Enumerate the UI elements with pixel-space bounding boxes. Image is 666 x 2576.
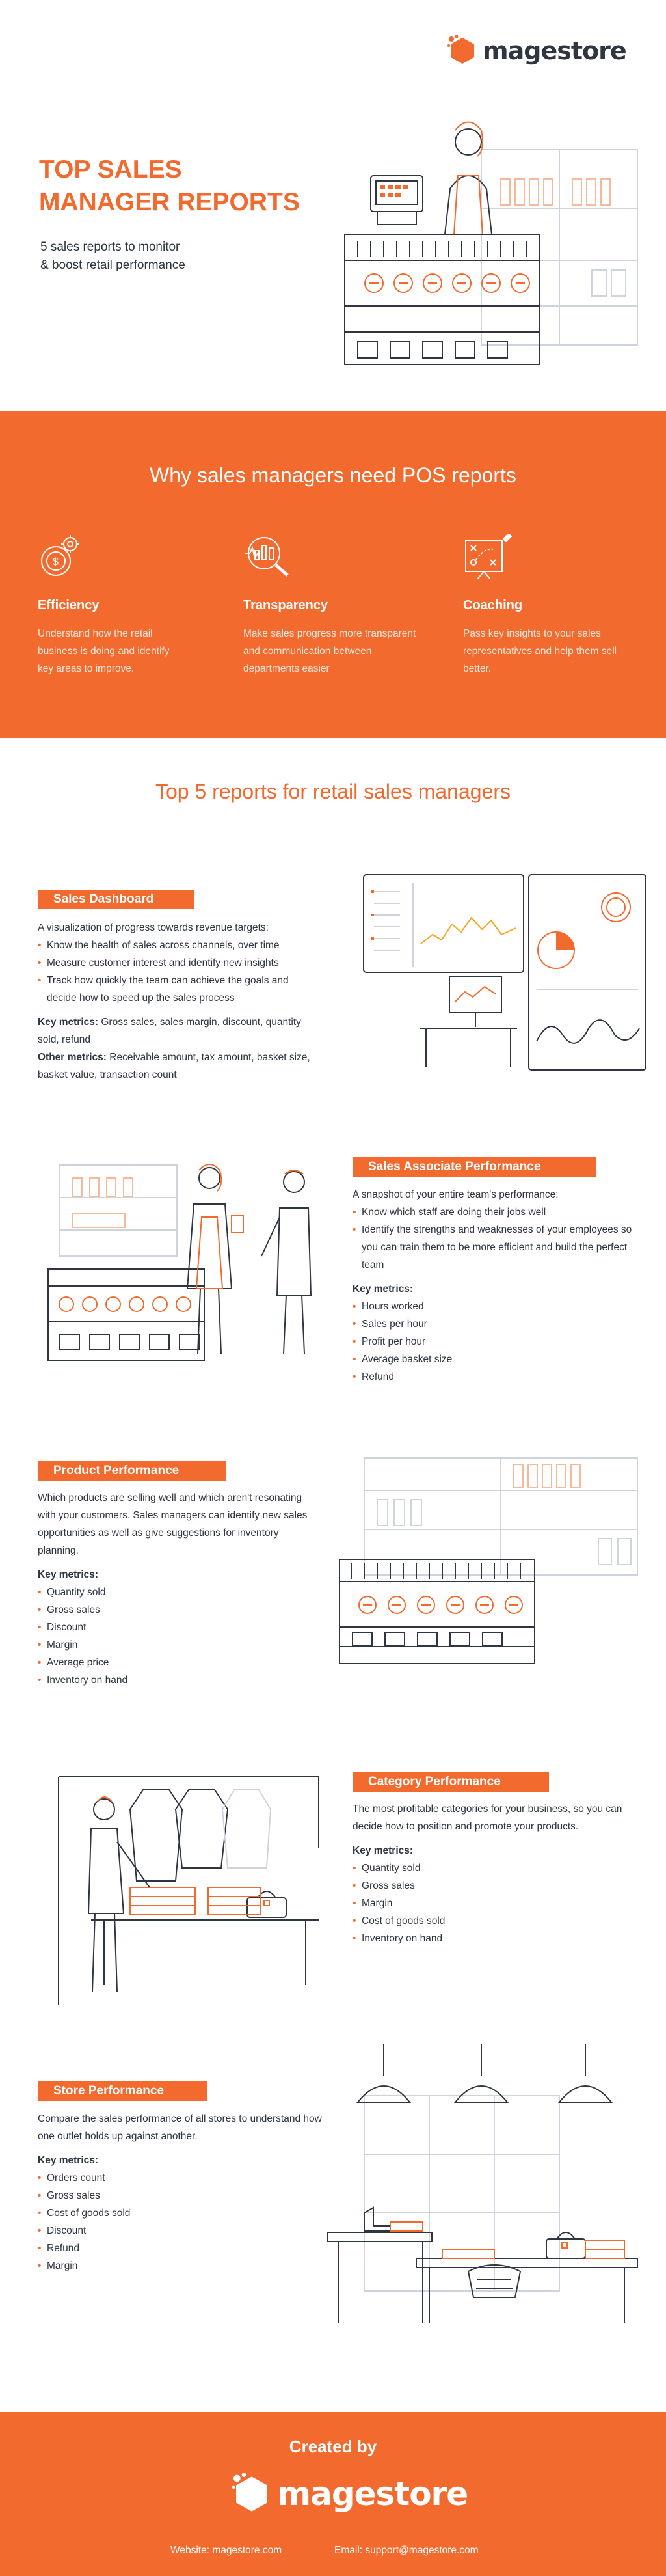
list-item: • Quantity sold — [353, 1859, 626, 1877]
associate-metrics — [353, 1298, 639, 1386]
list-item: • Margin — [38, 2257, 324, 2275]
footer-logo[interactable] — [232, 2473, 468, 2515]
why-section — [0, 411, 666, 738]
other-metrics-text: Receivable amount, tax amount, basket size, basket value, transaction count — [38, 1052, 310, 1080]
list-item: • Inventory on hand — [38, 1671, 311, 1689]
sales-associates-illustration — [47, 1158, 320, 1367]
report-body-sales-associate — [353, 1186, 639, 1386]
subtitle-line-2: & boost retail performance — [40, 258, 185, 272]
list-item: • Margin — [353, 1895, 626, 1912]
list-item: • Identify the strengths and weaknesses of your employees so you can train them to be more efficient and build the perfect team — [353, 1221, 639, 1274]
report-body-store — [38, 2110, 324, 2275]
why-item-transparency — [243, 534, 438, 678]
created-by-label: Created by — [289, 2437, 377, 2456]
report-body-category — [353, 1800, 626, 1947]
clothing-rack-illustration — [52, 1770, 325, 2018]
list-item: • Average basket size — [353, 1350, 639, 1368]
list-item: • Know the health of sales across channels, over time — [38, 937, 324, 954]
why-item-efficiency — [38, 534, 233, 678]
dashboard-other-metrics — [38, 1048, 324, 1084]
list-item: • Gross sales — [38, 2187, 324, 2204]
key-metrics-label: Key metrics: — [38, 1569, 99, 1580]
list-item: • Inventory on hand — [353, 1930, 626, 1947]
list-item: • Average price — [38, 1654, 311, 1671]
why-text-coaching: Pass key insights to your sales representatives and help them sell better. — [463, 628, 617, 674]
page-subtitle — [40, 238, 274, 275]
key-metrics-label: Key metrics: — [353, 1283, 414, 1295]
dashboard-intro: A visualization of progress towards revenue targets: — [38, 922, 269, 933]
list-item: • Hours worked — [353, 1298, 639, 1315]
category-intro: The most profitable categories for your business, so you can decide how to position and promote your products. — [353, 1803, 622, 1832]
list-item: • Discount — [38, 2222, 324, 2240]
magestore-logo-icon — [232, 2473, 272, 2515]
list-item: • Discount — [38, 1619, 311, 1636]
dashboard-bullets — [38, 937, 324, 1007]
footer-website[interactable]: Website: magestore.com — [170, 2545, 282, 2556]
list-item: • Cost of goods sold — [353, 1912, 626, 1930]
store-intro: Compare the sales performance of all stores to understand how one outlet holds up against another. — [38, 2113, 322, 2142]
footer-email[interactable]: Email: support@magestore.com — [334, 2545, 479, 2556]
why-title-efficiency: Efficiency — [38, 598, 100, 612]
top5-heading: Top 5 reports for retail sales managers — [155, 780, 511, 803]
list-item: • Gross sales — [38, 1601, 311, 1619]
list-item: • Sales per hour — [353, 1315, 639, 1333]
page-title — [39, 154, 351, 219]
product-counter-illustration — [338, 1451, 650, 1666]
list-item: • Profit per hour — [353, 1333, 639, 1350]
report-tag-store: Store Performance — [38, 2081, 207, 2101]
associate-intro: A snapshot of your entire team's performance: — [353, 1189, 559, 1200]
list-item: • Know which staff are doing their jobs well — [353, 1203, 639, 1221]
product-metrics — [38, 1583, 311, 1689]
why-title-transparency: Transparency — [243, 598, 328, 612]
cashier-counter-illustration — [338, 111, 650, 384]
list-item: • Refund — [353, 1368, 639, 1386]
list-item: • Quantity sold — [38, 1583, 311, 1601]
why-text-efficiency: Understand how the retail business is doing and identify key areas to improve. — [38, 628, 170, 674]
list-item: • Measure customer interest and identify new insights — [38, 954, 324, 972]
report-body-product — [38, 1489, 311, 1689]
report-body-sales-dashboard — [38, 919, 324, 1084]
list-item: • Gross sales — [353, 1877, 626, 1895]
title-line-2: MANAGER REPORTS — [39, 188, 300, 216]
money-gear-icon — [38, 534, 87, 579]
key-metrics-text: Gross sales, sales margin, discount, quantity sold, refund — [38, 1017, 301, 1045]
key-metrics-label: Key metrics: — [38, 1017, 99, 1028]
list-item: • Orders count — [38, 2169, 324, 2187]
list-item: • Refund — [38, 2240, 324, 2257]
title-line-1: TOP SALES — [39, 156, 182, 184]
product-intro: Which products are selling well and which aren't resonating with your customers. Sales managers can identify new sales opportunities as well as give suggestions for inventory planning. — [38, 1492, 308, 1556]
footer — [0, 2412, 666, 2576]
report-tag-category: Category Performance — [353, 1772, 549, 1792]
strategy-board-icon — [463, 534, 513, 579]
footer-brand-name: magestore — [277, 2475, 468, 2513]
magestore-logo-icon — [447, 35, 477, 66]
report-tag-sales-associate: Sales Associate Performance — [353, 1157, 596, 1177]
other-metrics-label: Other metrics: — [38, 1052, 107, 1063]
key-metrics-label: Key metrics: — [353, 1845, 414, 1856]
subtitle-line-1: 5 sales reports to monitor — [40, 240, 180, 254]
associate-bullets — [353, 1203, 639, 1274]
store-metrics — [38, 2169, 324, 2275]
report-tag-product: Product Performance — [38, 1461, 226, 1481]
why-heading: Why sales managers need POS reports — [150, 463, 516, 487]
svg-text:$: $ — [53, 556, 59, 568]
category-metrics — [353, 1859, 626, 1947]
storefront-lamps-illustration — [325, 2037, 650, 2336]
key-metrics-label: Key metrics: — [38, 2155, 99, 2166]
list-item: • Margin — [38, 1636, 311, 1654]
dashboard-key-metrics — [38, 1013, 324, 1048]
why-text-transparency: Make sales progress more transparent and communication between departments easier — [243, 628, 416, 674]
why-item-coaching — [463, 534, 658, 678]
why-title-coaching: Coaching — [463, 598, 523, 612]
list-item: • Cost of goods sold — [38, 2204, 324, 2222]
brand-name: magestore — [483, 36, 626, 65]
report-tag-sales-dashboard: Sales Dashboard — [38, 890, 194, 909]
chart-magnifier-icon — [243, 534, 302, 579]
dashboard-screens-illustration — [361, 872, 654, 1080]
list-item: • Track how quickly the team can achieve the goals and decide how to speed up the sales process — [38, 972, 311, 1007]
header-logo[interactable] — [447, 35, 626, 66]
